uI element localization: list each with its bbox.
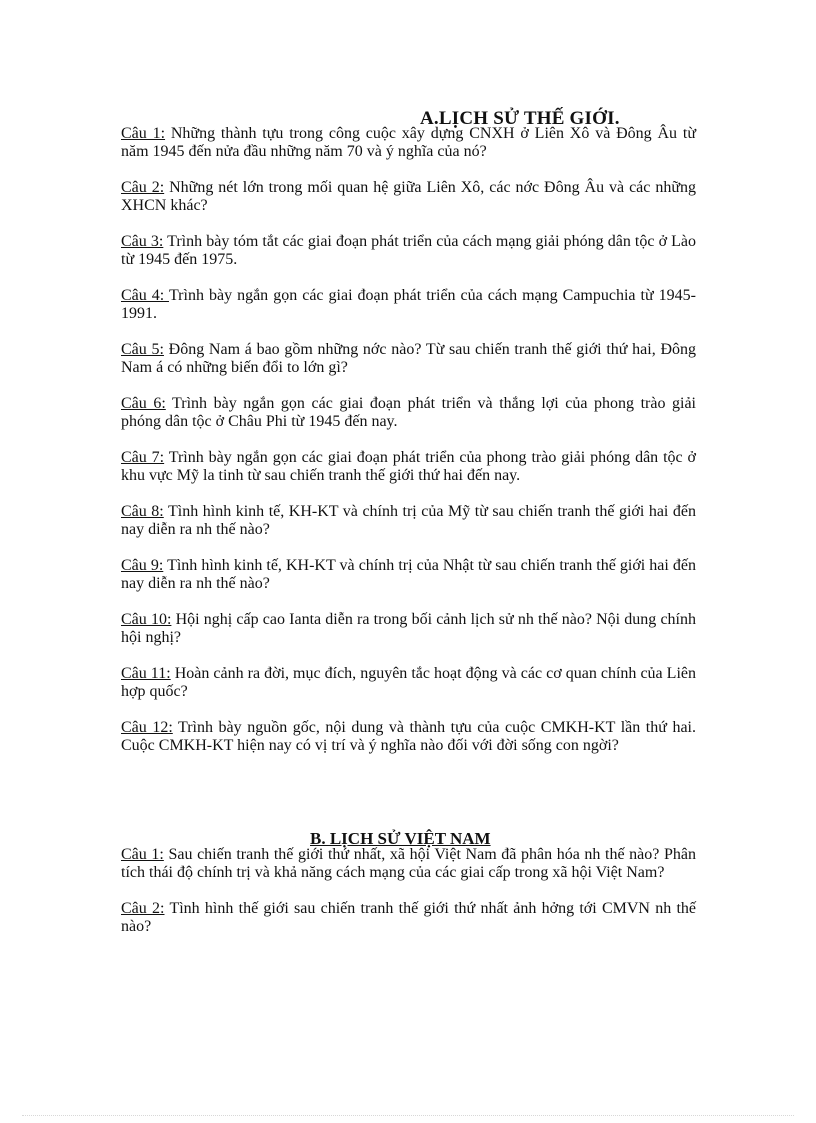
question-label: Câu 2: <box>121 179 165 196</box>
question-a-8 <box>121 503 696 538</box>
question-text: Tình hình kinh tế, KH-KT và chính trị của Nhật từ sau chiến tranh thế giới hai đến nay diễn ra nh thế nào? <box>121 557 697 592</box>
question-a-10 <box>121 611 696 646</box>
section-a-title: A.LỊCH SỬ THẾ GIỚI. <box>420 108 620 129</box>
question-text: Những nét lớn trong mối quan hệ giữa Liên Xô, các nớc Đông Âu và các những XHCN khác? <box>121 179 696 214</box>
question-label: Câu 10: <box>121 611 172 628</box>
question-text: Những thành tựu trong công cuộc xây dựng CNXH ở Liên Xô và Đông Âu từ năm 1945 đến nửa đầu những năm 70 và ý nghĩa của nó? <box>121 125 696 160</box>
question-label: Câu 9: <box>121 557 164 574</box>
section-a-question-list <box>121 125 696 773</box>
question-label: Câu 5: <box>121 341 164 358</box>
question-label: Câu 2: <box>121 900 165 917</box>
question-label: Câu 1: <box>121 125 166 142</box>
question-a-4 <box>121 287 696 322</box>
question-b-1 <box>121 846 696 881</box>
question-text: Trình bày ngắn gọn các giai đoạn phát triển và thắng lợi của phong trào giải phóng dân tộc ở Châu Phi từ 1945 đến nay. <box>121 395 697 430</box>
question-text: Trình bày nguồn gốc, nội dung và thành tựu của cuộc CMKH-KT lần thứ hai. Cuộc CMKH-KT hiện nay có vị trí và ý nghĩa nào đối với đời sống con ngời? <box>121 719 696 754</box>
section-b-title: B. LỊCH SỬ VIỆT NAM <box>310 829 491 848</box>
question-text: Tình hình thế giới sau chiến tranh thế giới thứ nhất ảnh hởng tới CMVN nh thế nào? <box>121 900 697 935</box>
question-label: Câu 7: <box>121 449 165 466</box>
question-b-2 <box>121 900 696 935</box>
question-label: Câu 3: <box>121 233 164 250</box>
question-label: Câu 12: <box>121 719 173 736</box>
question-a-12 <box>121 719 696 754</box>
question-text: Sau chiến tranh thế giới thứ nhất, xã hội Việt Nam đã phân hóa nh thế nào? Phân tích thái độ chính trị và khả năng cách mạng của các giai cấp trong xã hội Việt Nam? <box>121 846 697 881</box>
question-a-5 <box>121 341 696 376</box>
question-label: Câu 6: <box>121 395 166 412</box>
question-a-6 <box>121 395 696 430</box>
question-a-3 <box>121 233 696 268</box>
question-label: Câu 8: <box>121 503 164 520</box>
question-text: Trình bày ngắn gọn các giai đoạn phát triển của cách mạng Campuchia từ 1945-1991. <box>121 287 696 322</box>
page-bottom-divider <box>22 1115 794 1116</box>
question-text: Đông Nam á bao gồm những nớc nào? Từ sau chiến tranh thế giới thứ hai, Đông Nam á có những biến đổi to lớn gì? <box>121 341 696 376</box>
question-label: Câu 4: <box>121 287 169 304</box>
question-text: Tình hình kinh tế, KH-KT và chính trị của Mỹ từ sau chiến tranh thế giới hai đến nay diễn ra nh thế nào? <box>121 503 697 538</box>
question-text: Hội nghị cấp cao Ianta diễn ra trong bối cảnh lịch sử nh thế nào? Nội dung chính hội nghị? <box>121 611 697 646</box>
question-a-11 <box>121 665 696 700</box>
question-a-1 <box>121 125 696 160</box>
question-a-7 <box>121 449 696 484</box>
section-b-question-list <box>121 846 696 954</box>
question-label: Câu 11: <box>121 665 171 682</box>
question-text: Hoàn cảnh ra đời, mục đích, nguyên tắc hoạt động và các cơ quan chính của Liên hợp quốc? <box>121 665 697 700</box>
question-a-9 <box>121 557 696 592</box>
question-label: Câu 1: <box>121 846 164 863</box>
question-text: Trình bày ngắn gọn các giai đoạn phát triển của phong trào giải phóng dân tộc ở khu vực Mỹ la tinh từ sau chiến tranh thế giới thứ hai đến nay. <box>121 449 697 484</box>
question-a-2 <box>121 179 696 214</box>
question-text: Trình bày tóm tắt các giai đoạn phát triển của cách mạng giải phóng dân tộc ở Lào từ 1945 đến 1975. <box>121 233 697 268</box>
